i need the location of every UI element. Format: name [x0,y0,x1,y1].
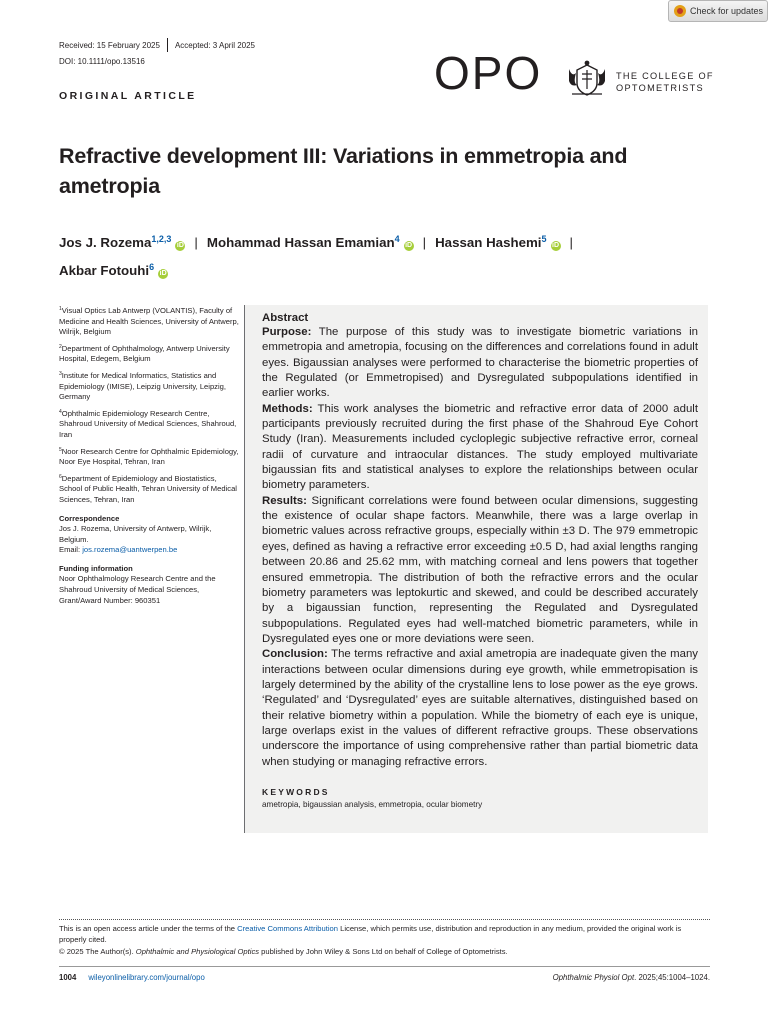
check-updates-label: Check for updates [690,6,764,16]
author-name: Jos J. Rozema [59,235,152,250]
affiliation-number: 6 [59,473,62,480]
journal-name: Ophthalmic and Physiological Optics [135,946,260,956]
affiliations-column [59,304,239,606]
correspondence-email-line [59,545,239,556]
keywords-heading: KEYWORDS [262,786,330,797]
author-separator: | [194,235,198,250]
conclusion-label: Conclusion: [262,648,328,661]
purpose-label: Purpose: [262,326,312,338]
license-part: This is an open access article under the terms of the [59,924,238,933]
college-name [616,70,714,94]
author-affiliation-ref: 1,2,3 [151,234,172,244]
copyright-line [59,946,710,957]
methods-text: This work analyses the biometric and refractive error data of 2000 adult participants previously recruited during the first phase of the Shahroud Eye Cohort Study (Iran). Measurements included cycloplegic subjective refractive error, corneal radii of curvature and intraocular distances. The study employed multivariate bigaussian fits and statistical analyses to explore the relationships between ocular biometry parameters. [262,402,699,492]
license-part: License, which permits use, distribution and reproduction in any medium, provided the original work is properly cited. [59,924,682,945]
author-name: Hassan Hashemi [435,235,542,250]
college-line-1: THE COLLEGE OF [616,71,714,81]
author-affiliation-ref: 5 [541,234,547,244]
methods-label: Methods: [262,402,313,415]
abstract-box [244,305,708,833]
author[interactable] [59,263,168,278]
orcid-icon[interactable]: iD [552,242,560,249]
journal-abbrev: Ophthalmic Physiol Opt [552,973,635,982]
opo-logo: OPO [434,47,543,99]
affiliation-text: Institute for Medical Informatics, Statistics and Epidemiology (IMISE), Leipzig University, Leipzig, Germany [59,370,226,402]
page-number: 1004 [59,973,77,982]
author-name: Akbar Fotouhi [59,263,150,278]
creative-commons-link[interactable]: Creative Commons Attribution [237,924,338,933]
orcid-icon[interactable]: iD [159,270,167,277]
affiliation [59,472,239,506]
funding-text: Noor Ophthalmology Research Centre and the Shahroud University of Medical Sciences, Grant/Award Number: 960351 [59,574,216,605]
doi[interactable]: DOI: 10.1111/opo.13516 [59,57,145,66]
copyright-part: published by John Wiley & Sons Ltd on behalf of College of Optometrists. [259,946,508,956]
footer-citation [553,973,710,982]
affiliation-number: 4 [59,408,62,415]
license-text [59,923,710,957]
email-label: Email: [59,545,83,555]
check-updates-icon [674,5,686,17]
journal-url-link[interactable]: wileyonlinelibrary.com/journal/opo [88,973,205,982]
affiliation-number: 5 [59,446,62,453]
affiliation [59,304,239,338]
correspondence-heading: Correspondence [59,513,120,523]
results-text: Significant correlations were found between ocular dimensions, suggesting the existence of ocular shape factors. Meanwhile, there was a large overlap in biometric values across refractive groups, especially within ±3 D. The 979 emmetropic eyes, defined as having a refractive error exceeding ±0.5 D, had axial lengths ranging between 20.86 and 25.62 mm, with matching corneal and lens powers that together ensured emmetropia. The distribution of both the refractive errors and the ocular biometry parameters was leptokurtic and skewed, and could be described accurately by a bigaussian function, representing the Regulated and Dysregulated subpopulations. Regulated eyes had well-matched biometric parameters, while in Dysregulated eyes one or more deviations were seen. [262,494,698,645]
abstract-body [262,325,698,770]
license-line [59,923,710,946]
author-list [59,227,699,283]
orcid-icon[interactable]: iD [176,242,184,249]
results-label: Results: [262,494,307,507]
orcid-icon[interactable]: iD [405,242,413,249]
check-for-updates-button[interactable] [668,0,768,22]
copyright-part: © 2025 The Author(s). [59,946,136,956]
abstract-heading: Abstract [262,312,309,324]
correspondence-text: Jos J. Rozema, University of Antwerp, Wilrijk, Belgium. [59,524,212,544]
received-accepted-line [59,38,255,52]
page-footer [59,973,710,982]
keywords-text: ametropia, bigaussian analysis, emmetropia, ocular biometry [262,799,483,809]
affiliation-text: Visual Optics Lab Antwerp (VOLANTIS), Faculty of Medicine and Health Sciences, University of Antwerp, Wilrijk, Belgium [59,306,239,337]
author[interactable] [435,235,560,250]
affiliation-number: 2 [59,343,62,350]
footer-left [59,973,205,982]
conclusion-text: The terms refractive and axial ametropia are inadequate given the many interactions between ocular dimensions during eye growth, while emmetropisation is largely determined by the ability of the crystalline lens to lose power as the eye grows. ‘Regulated’ and ‘Dysregulated’ eyes are suitable alternatives, distinguished based on their relative biometry within a population. While the biometry of each eye is unique, large overlaps exist in the values of different refractive groups. These observations underscore the importance of using comprehensive rather than partial biometric data when studying or managing refractive errors. [262,648,698,768]
college-crest-icon [566,59,608,97]
accepted-date: Accepted: 3 April 2025 [174,40,256,50]
author-affiliation-ref: 4 [394,234,400,244]
funding-heading: Funding information [59,563,133,573]
received-date: Received: 15 February 2025 [59,40,160,50]
license-divider [59,919,710,920]
citation-details: . 2025;45:1004–1024. [634,973,710,982]
affiliation [59,445,239,468]
author[interactable] [207,235,414,250]
author-name: Mohammad Hassan Emamian [206,235,395,250]
author-affiliation-ref: 6 [149,262,155,272]
affiliation-number: 3 [59,370,62,377]
affiliation [59,407,239,441]
affiliation-text: Department of Ophthalmology, Antwerp University Hospital, Edegem, Belgium [59,343,230,364]
footer-divider [59,966,710,967]
article-title: Refractive development III: Variations in emmetropia and ametropia [59,144,628,198]
affiliation [59,369,239,403]
affiliation-text: Noor Research Centre for Ophthalmic Epidemiology, Noor Eye Hospital, Tehran, Iran [59,446,239,467]
author-separator: | [569,235,573,250]
affiliation-text: Department of Epidemiology and Biostatistics, School of Public Health, Tehran University of Medical Sciences, Tehran, Iran [59,473,237,504]
purpose-text: The purpose of this study was to investigate biometric variations in emmetropia and ametropia, focusing on the differences and correlations found in adult eyes. Bigaussian analyses were performed to characterise the biometric properties of the Regulated (or Emmetropised) and Dysregulated subpopulations identified in earlier works. [262,326,698,400]
affiliation-number: 1 [59,306,62,312]
email-link[interactable]: jos.rozema@uantwerpen.be [82,545,178,555]
affiliation-text: Ophthalmic Epidemiology Research Centre, Shahroud University of Medical Sciences, Shahroud, Iran [59,408,237,439]
author-separator: | [422,235,427,250]
meta-separator [167,38,168,52]
college-line-2: OPTOMETRISTS [616,83,704,93]
affiliation [59,342,239,365]
author[interactable] [59,235,185,250]
article-type: ORIGINAL ARTICLE [59,90,197,102]
